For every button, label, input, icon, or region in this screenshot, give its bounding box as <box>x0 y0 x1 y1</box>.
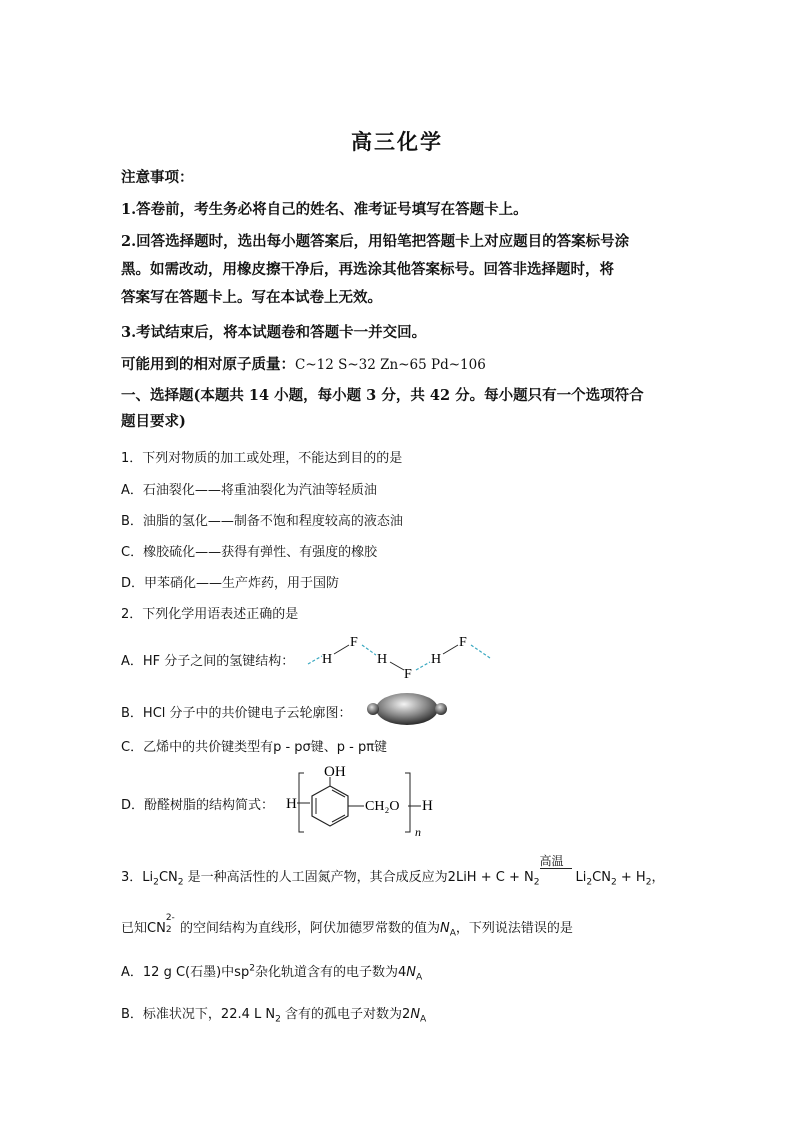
q1-option-c: C．橡胶硫化——获得有弹性、有强度的橡胶 <box>121 545 378 560</box>
hcl-electron-cloud-diagram <box>362 690 452 728</box>
electron-cloud <box>376 693 438 725</box>
q1-option-d: D．甲苯硝化——生产炸药，用于国防 <box>121 576 340 591</box>
page-title: 高三化学 <box>351 129 443 154</box>
hf-atom-h1: H <box>322 652 333 667</box>
hf-atom-f3: F <box>459 635 467 650</box>
q3-option-a: A．12 g C(石墨)中$sp^2$杂化轨道含有的电子数为$4N_A$ <box>121 963 423 983</box>
section-1-heading-line-2: 题目要求) <box>121 413 186 430</box>
notice-item-2-line-3: 答案写在答题卡上。写在本试卷上无效。 <box>121 289 382 306</box>
q3-stem-line-2: 已知CN 2- 2 的空间结构为直线形，阿伏加德罗常数的值为$N_A$，下列说法错误的是 <box>121 913 573 939</box>
phenolic-resin-structure <box>282 760 442 840</box>
hf-atom-f1: F <box>350 635 358 650</box>
q1-stem: 1．下列对物质的加工或处理，不能达到目的的是 <box>121 451 403 466</box>
resin-oh: OH <box>324 764 346 780</box>
hf-bond-1 <box>334 645 349 654</box>
notice-item-3: 3.考试结束后，将本试题卷和答题卡一并交回。 <box>121 324 427 341</box>
resin-bracket-right <box>405 773 410 832</box>
resin-h-right: H <box>422 798 433 814</box>
q1-option-b: B．油脂的氢化——制备不饱和程度较高的液态油 <box>121 514 403 529</box>
resin-h-left: H <box>286 796 297 812</box>
hf-bond-3 <box>443 645 458 654</box>
hf-hydrogen-bond-diagram <box>300 628 500 682</box>
q2-option-a: A．HF 分子之间的氢键结构： <box>121 654 295 669</box>
q2-option-c: C．乙烯中的共价键类型有p - pσ键、p - pπ键 <box>121 740 388 755</box>
hydrogen-bond-2 <box>362 645 376 655</box>
hydrogen-bond-3 <box>416 662 430 670</box>
q3-option-b: B．标准状况下，22.4 L $N_2$ 含有的孤电子对数为$2N_A$ <box>121 1007 427 1025</box>
hydrogen-bond-4 <box>471 645 490 658</box>
q2-option-b: B．HCl 分子中的共价键电子云轮廓图： <box>121 706 352 721</box>
hydrogen-bond-1 <box>308 656 322 664</box>
reaction-condition: 高温 <box>539 854 564 868</box>
atomic-mass-values: C~12 S~32 Zn~65 Pd~106 <box>295 357 486 373</box>
hf-atom-h2: H <box>377 652 388 667</box>
h-nucleus <box>367 703 379 715</box>
cl-nucleus <box>435 703 447 715</box>
hf-atom-h3: H <box>431 652 442 667</box>
atomic-mass-line <box>121 353 486 374</box>
resin-n-subscript: n <box>415 825 421 839</box>
q2-stem: 2．下列化学用语表述正确的是 <box>121 607 299 622</box>
atomic-mass-label: 可能用到的相对原子质量： <box>121 356 295 373</box>
hf-bond-2 <box>390 662 404 670</box>
q2-option-d: D．酚醛树脂的结构简式： <box>121 798 275 813</box>
notice-item-2-line-1: 2.回答选择题时，选出每小题答案后，用铅笔把答题卡上对应题目的答案标号涂 <box>121 233 630 250</box>
notice-item-1: 1.答卷前，考生务必将自己的姓名、准考证号填写在答题卡上。 <box>121 201 528 218</box>
resin-ch2o: CH₂O <box>365 799 400 814</box>
section-1-heading-line-1: 一、选择题(本题共 14 小题，每小题 3 分，共 42 分。每小题只有一个选项符合 <box>121 387 644 404</box>
notice-item-2-line-2: 黑。如需改动，用橡皮擦干净后，再选涂其他答案标号。回答非选择题时，将 <box>121 261 614 278</box>
q3-stem-line-1: 3．$Li_2CN_2$ 是一种高活性的人工固氮产物，其合成反应为$2LiH + C + N_2$ 高温 $Li_2CN_2 + H_2$， <box>121 854 665 888</box>
reaction-equals-bar <box>540 868 572 869</box>
benzene-ring <box>312 786 348 826</box>
notice-heading: 注意事项： <box>121 169 194 186</box>
hf-atom-f2: F <box>404 667 412 682</box>
q1-option-a: A．石油裂化——将重油裂化为汽油等轻质油 <box>121 483 377 498</box>
